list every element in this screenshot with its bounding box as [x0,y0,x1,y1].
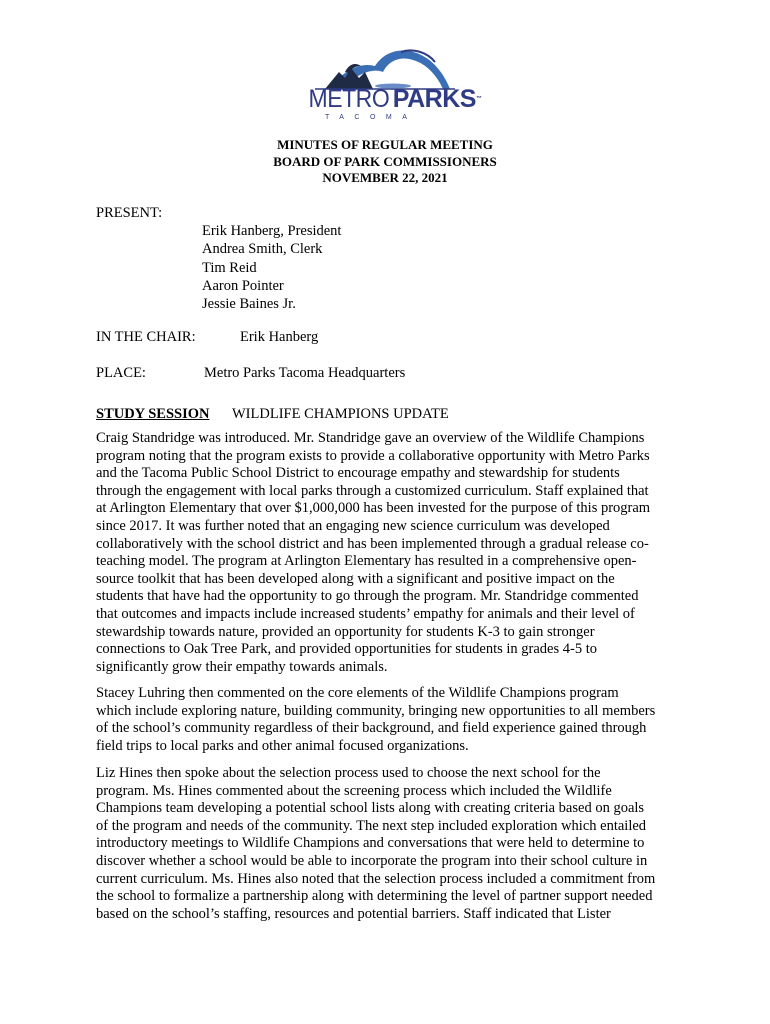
text-line: through the engagement with local parks through a customized curriculum. Staff explained that [96,482,649,499]
text-line: which include exploring nature, building community, bringing new opportunities to all members [96,702,656,719]
metro-parks-logo [305,42,482,124]
text-line: of the school’s community regardless of their background, and field experience gained through [96,720,647,737]
chair-label: IN THE CHAIR: [96,329,196,345]
header-line-1: MINUTES OF REGULAR MEETING [277,137,493,152]
logo-wordmark [305,85,482,113]
text-line: Stacey Luhring then commented on the core elements of the Wildlife Champions program [96,685,619,701]
present-member: Aaron Pointer [202,277,284,294]
text-line: program noting that the program exists to provide a collaborative opportunity with Metro Parks [96,447,650,464]
study-session-label: STUDY SESSION [96,406,210,422]
text-line: Craig Standridge was introduced. Mr. Standridge gave an overview of the Wildlife Champions [96,430,645,446]
header-line-3: NOVEMBER 22, 2021 [322,170,448,185]
place-label: PLACE: [96,365,146,381]
text-line: introductory meetings to Wildlife Champions and conversations that were held to determine to [96,835,645,852]
text-line: at Arlington Elementary that over $1,000,000 has been invested for the purpose of this program [96,500,651,517]
document-header [0,137,770,187]
present-member: Jessie Baines Jr. [202,296,296,313]
text-line: Champions team developing a potential school lists along with creating criteria based on goals [96,800,645,817]
text-line: field trips to local parks and other animal focused organizations. [96,737,469,754]
logo-trademark: ™ [475,96,482,102]
text-line: the school to formalize a partnership along with determining the level of partner support needed [96,888,653,905]
place-value: Metro Parks Tacoma Headquarters [204,365,406,381]
text-line: teaching model. The program at Arlington Elementary has resulted in a comprehensive open- [96,553,637,570]
text-line: program. Ms. Hines commented about the screening process which included the Wildlife [96,782,612,799]
paragraph-1 [96,430,696,676]
paragraph-2 [96,685,696,755]
present-list [202,222,341,313]
text-line: connections to Oak Tree Park, and provided opportunities for students in grades 4-5 to [96,641,597,658]
text-line: that outcomes and impacts include increased students’ empathy for animals and their level of [96,605,635,622]
text-line: current curriculum. Ms. Hines also noted that the selection process included a commitment from [96,870,656,887]
present-member: Tim Reid [202,259,257,276]
chair-value: Erik Hanberg [240,329,319,345]
present-member: Andrea Smith, Clerk [202,241,323,258]
text-line: since 2017. It was further noted that an engaging new science curriculum was developed [96,517,610,534]
text-line: discover whether a school would be able to incorporate the program into their school culture in [96,852,648,869]
present-label: PRESENT: [96,205,163,221]
logo-subtitle: TACOMA [325,114,418,121]
study-session-title: WILDLIFE CHAMPIONS UPDATE [232,406,449,422]
text-line: students that have had the opportunity to go through the program. Mr. Standridge commented [96,588,639,605]
text-line: based on the school’s staffing, resources and potential barriers. Staff indicated that Lister [96,905,611,922]
text-line: collaboratively with the school district and has been implemented through a gradual release co- [96,535,649,552]
paragraph-3 [96,765,696,923]
text-line: significantly grow their empathy towards animals. [96,658,388,675]
logo-metro-text: METRO [308,85,390,113]
text-line: stewardship towards nature, provided an opportunity for students K-3 to gain stronger [96,623,595,640]
header-line-2: BOARD OF PARK COMMISSIONERS [273,153,497,169]
text-line: of the program and needs of the community. The next step included exploration which entailed [96,817,647,834]
text-line: source toolkit that has been developed along with a significant and positive impact on the [96,570,615,587]
text-line: Liz Hines then spoke about the selection process used to choose the next school for the [96,765,601,781]
present-member: Erik Hanberg, President [202,223,342,239]
text-line: and the Tacoma Public School District to encourage empathy and stewardship for students [96,465,620,482]
logo-parks-text: PARKS [392,85,476,113]
